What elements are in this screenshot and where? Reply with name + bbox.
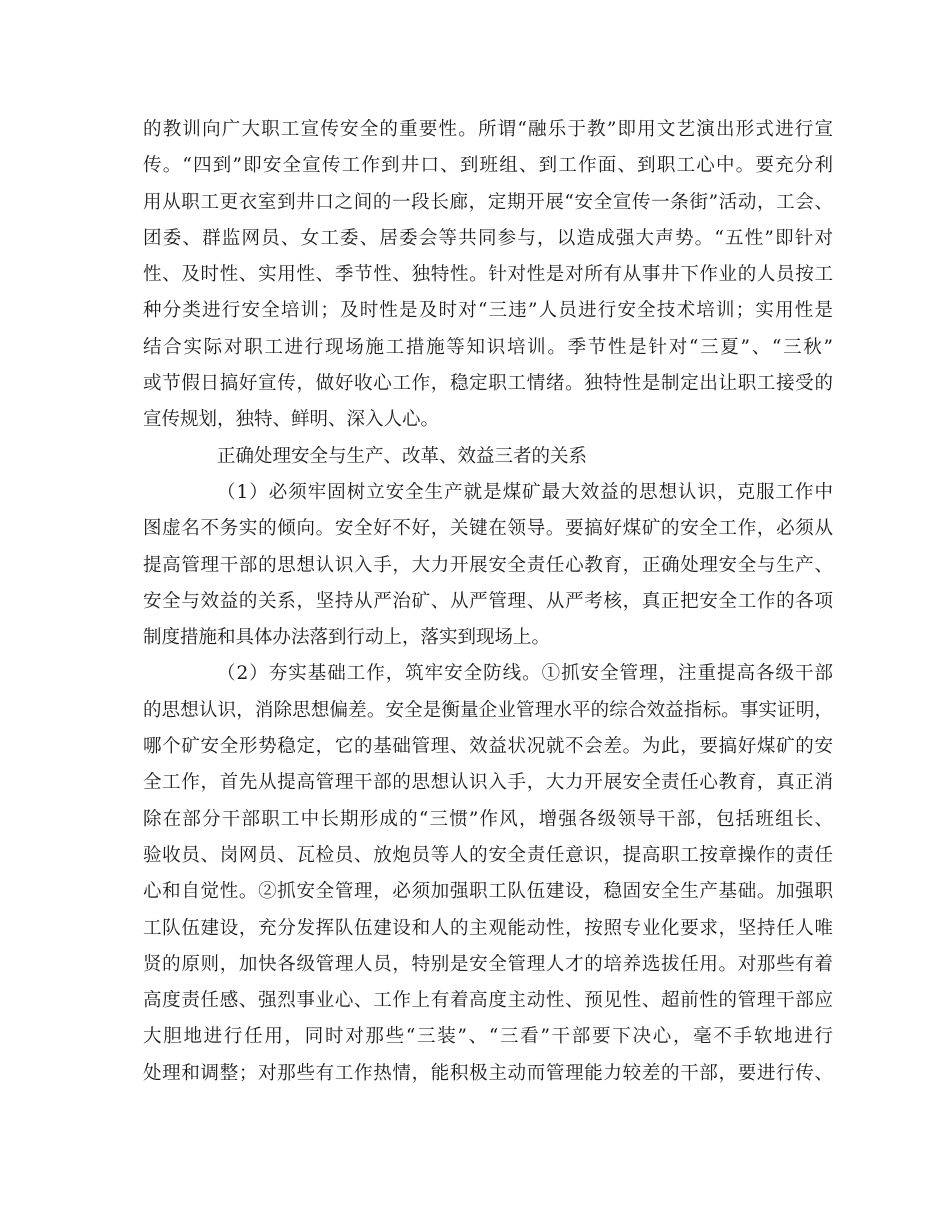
text-line: 的思想认识，消除思想偏差。安全是衡量企业管理水平的综合效益指标。事实证明， (143, 699, 833, 721)
text-line: 验收员、岗网员、瓦检员、放炮员等人的安全责任意识，提高职工按章操作的责任 (143, 844, 833, 866)
text-line: 制度措施和具体办法落到行动上，落实到现场上。 (143, 627, 551, 649)
text-line: 用从职工更衣室到井口之间的一段长廊，定期开展“安全宣传一条街”活动，工会、 (143, 191, 833, 213)
text-line: （1）必须牢固树立安全生产就是煤矿最大效益的思想认识，克服工作中 (217, 481, 833, 503)
text-line: 安全与效益的关系，坚持从严治矿、从严管理、从严考核，真正把安全工作的各项 (143, 590, 833, 612)
text-line: 或节假日搞好宣传，做好收心工作，稳定职工情绪。独特性是制定出让职工接受的 (143, 373, 833, 395)
text-line: 哪个矿安全形势稳定，它的基础管理、效益状况就不会差。为此，要搞好煤矿的安 (143, 736, 833, 758)
text-line: 处理和调整；对那些有工作热情，能积极主动而管理能力较差的干部，要进行传、 (143, 1062, 833, 1084)
text-line: 团委、群监网员、女工委、居委会等共同参与，以造成强大声势。“五性”即针对 (143, 227, 833, 249)
text-line: 种分类进行安全培训；及时性是及时对“三违”人员进行安全技术培训；实用性是 (143, 300, 833, 322)
document-body (143, 112, 833, 1092)
text-line: （2）夯实基础工作，筑牢安全防线。①抓安全管理，注重提高各级干部 (217, 663, 833, 685)
text-line: 宣传规划，独特、鲜明、深入人心。 (143, 409, 440, 431)
text-line: 贤的原则，加快各级管理人员，特别是安全管理人才的培养选拔任用。对那些有着 (143, 953, 833, 975)
text-line: 性、及时性、实用性、季节性、独特性。针对性是对所有从事井下作业的人员按工 (143, 264, 833, 286)
text-line: 的教训向广大职工宣传安全的重要性。所谓“融乐于教”即用文艺演出形式进行宣 (143, 119, 833, 140)
text-line: 提高管理干部的思想认识入手，大力开展安全责任心教育，正确处理安全与生产、 (143, 554, 833, 576)
text-line: 大胆地进行任用，同时对那些“三装”、“三看”干部要下决心，毫不手软地进行 (143, 1026, 833, 1048)
paragraph-1 (143, 475, 833, 656)
paragraph-2 (143, 656, 833, 1092)
text-line: 除在部分干部职工中长期形成的“三惯”作风，增强各级领导干部，包括班组长、 (143, 808, 833, 830)
text-line: 全工作，首先从提高管理干部的思想认识入手，大力开展安全责任心教育，真正消 (143, 772, 833, 794)
text-line: 传。“四到”即安全宣传工作到井口、到班组、到工作面、到职工心中。要充分利 (143, 155, 833, 177)
text-line: 心和自觉性。②抓安全管理，必须加强职工队伍建设，稳固安全生产基础。加强职 (143, 881, 833, 903)
section-heading: 正确处理安全与生产、改革、效益三者的关系 (217, 445, 588, 467)
text-line: 图虚名不务实的倾向。安全好不好，关键在领导。要搞好煤矿的安全工作，必须从 (143, 518, 833, 540)
text-line: 工队伍建设，充分发挥队伍建设和人的主观能动性，按照专业化要求，坚持任人唯 (143, 917, 833, 939)
paragraph-continued (143, 112, 833, 439)
text-line: 结合实际对职工进行现场施工措施等知识培训。季节性是针对“三夏”、“三秋” (143, 336, 833, 358)
text-line: 高度责任感、强烈事业心、工作上有着高度主动性、预见性、超前性的管理干部应 (143, 990, 833, 1012)
